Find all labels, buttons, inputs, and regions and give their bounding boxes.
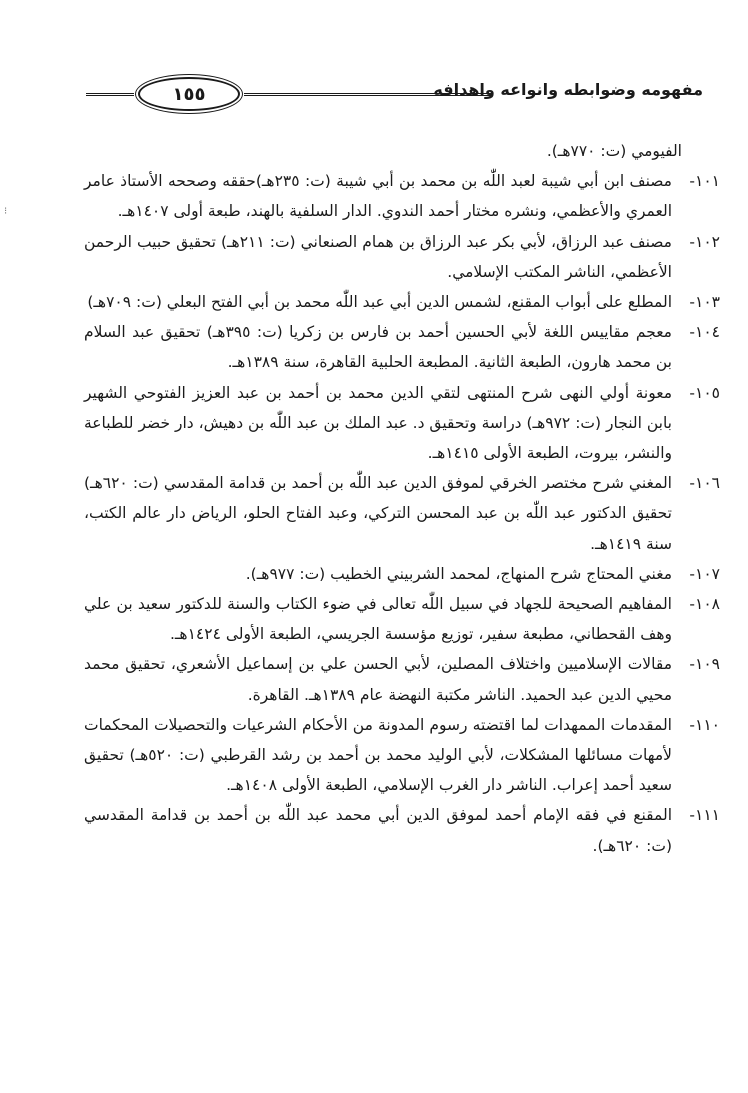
entry-text: المفاهيم الصحيحة للجهاد في سبيل اللّٰه تعالى في ضوء الكتاب والسنة للدكتور سعيد بن علي وهف القحطاني، مطبعة سفير، توزيع مؤسسة الجريسي، الطبعة الأولى ١٤٢٤هـ. [84,595,672,644]
bibliography-entry-104 [84,317,720,377]
margin-speck: ⁝ [4,206,8,217]
bibliography-entry-106 [84,468,720,559]
bibliography-entry-108 [84,589,720,649]
bibliography-entry-103 [84,287,720,317]
bibliography-entry-109 [84,649,720,709]
entry-text: المقدمات الممهدات لما اقتضته رسوم المدونة من الأحكام الشرعيات والتحصيلات المحكمات لأمهات مسائلها المشكلات، لأبي الوليد محمد بن أحمد بن رشد القرطبي (ت: ٥٢٠هـ) تحقيق سعيد أحمد إعراب. الناشر دار الغرب الإسلامي، الطبعة الأولى ١٤٠٨هـ. [84,715,672,795]
bibliography-entry-110 [84,710,720,801]
entry-number: ١٠٨- [689,595,720,614]
entry-number: ١٠٦- [689,474,720,493]
entry-number: ١٠١- [689,172,720,191]
entry-text: مقالات الإسلاميين واختلاف المصلين، لأبي الحسن علي بن إسماعيل الأشعري، تحقيق محمد محيي الدين عبد الحميد. الناشر مكتبة النهضة عام ١٣٨٩هـ. القاهرة. [84,655,672,704]
entry-text: مصنف ابن أبي شيبة لعبد اللّٰه بن محمد بن أبي شيبة (ت: ٢٣٥هـ)حققه وصححه الأستاذ عامر العمري والأعظمي، ونشره مختار أحمد الندوي. الدار السلفية بالهند، طبعة أولى ١٤٠٧هـ. [84,172,672,221]
continued-entry-line: الفيومي (ت: ٧٧٠هـ). [546,142,682,160]
entry-number: ١٠٧- [689,564,720,583]
entry-text: مغني المحتاج شرح المنهاج، لمحمد الشربيني الخطيب (ت: ٩٧٧هـ). [245,564,672,583]
entry-text: المغني شرح مختصر الخرقي لموفق الدين عبد اللّٰه بن أحمد بن قدامة المقدسي (ت: ٦٢٠هـ) تحقيق الدكتور عبد اللّٰه بن عبد المحسن التركي، وعبد الفتاح الحلو، الرياض دار عالم الكتب، سنة ١٤١٩هـ. [84,474,672,553]
bibliography-entry-107 [84,559,720,589]
page-header [86,74,703,114]
page-number: ١٥٥ [172,83,206,105]
entry-number: ١٠٥- [689,383,720,402]
entry-text: المطلع على أبواب المقنع، لشمس الدين أبي عبد اللّٰه محمد بن أبي الفتح البعلي (ت: ٧٠٩هـ) [87,293,672,312]
entry-number: ١٠٣- [689,293,720,312]
bibliography-list [84,136,720,861]
entry-text: معونة أولي النهى شرح المنتهى لتقي الدين محمد بن أحمد بن عبد العزيز الفتوحي الشهير بابن النجار (ت: ٩٧٢هـ) دراسة وتحقيق د. عبد الملك بن عبد اللّٰه بن دهيش، دار خضر للطباعة والنشر، بيروت، الطبعة الأولى ١٤١٥هـ. [84,383,672,463]
header-rule-left [86,93,134,96]
bibliography-entry-102 [84,227,720,287]
entry-number: ١٠٢- [689,232,720,251]
page-number-badge [138,77,240,111]
entry-number: ١٠٤- [689,323,720,342]
entry-number: ١٠٩- [689,655,720,674]
bibliography-entry-101 [84,166,720,226]
running-title: مفهومه وضوابطه وانواعه واهدافه [433,80,703,99]
bibliography-entry-105 [84,378,720,469]
entry-text: المقنع في فقه الإمام أحمد لموفق الدين أبي محمد عبد اللّٰه بن أحمد بن قدامة المقدسي (ت: ٦٢٠هـ). [84,806,672,855]
entry-number: ١١٠- [689,715,720,734]
entry-text: معجم مقاييس اللغة لأبي الحسين أحمد بن فارس بن زكريا (ت: ٣٩٥هـ) تحقيق عبد السلام بن محمد هارون، الطبعة الثانية. المطبعة الحلبية القاهرة، سنة ١٣٨٩هـ. [84,323,672,372]
entry-number: ١١١- [689,806,720,825]
entry-text: مصنف عبد الرزاق، لأبي بكر عبد الرزاق بن همام الصنعاني (ت: ٢١١هـ) تحقيق حبيب الرحمن الأعظمي، الناشر المكتب الإسلامي. [84,232,672,281]
bibliography-entry-111 [84,800,720,860]
